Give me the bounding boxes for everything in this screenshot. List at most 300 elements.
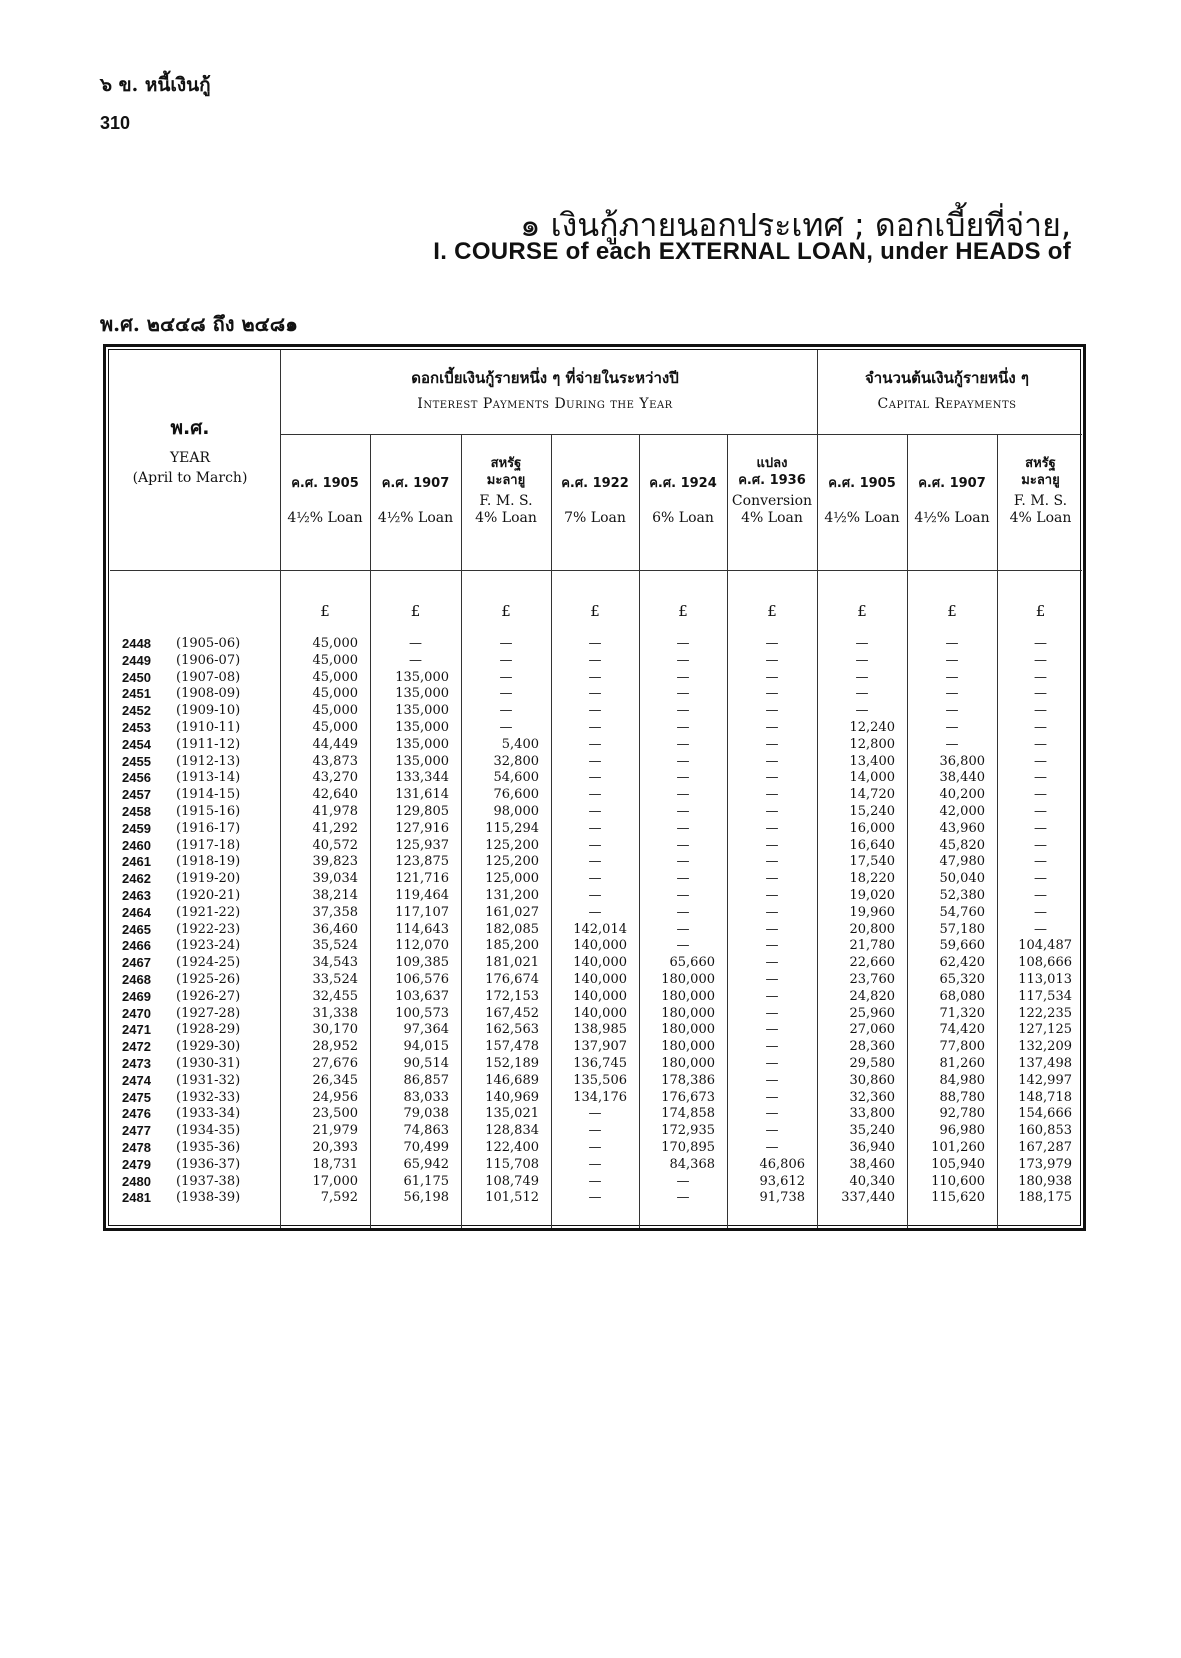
table-cell: 46,806 xyxy=(759,1156,805,1172)
column-rule xyxy=(997,434,998,1228)
table-cell: 114,643 xyxy=(395,921,449,937)
table-cell: — xyxy=(1034,703,1047,719)
table-cell: 34,543 xyxy=(312,955,358,971)
year-buddhist: 2466 xyxy=(122,938,151,954)
column-header xyxy=(280,475,370,527)
table-cell: 93,612 xyxy=(759,1173,805,1189)
year-gregorian: (1937-38) xyxy=(176,1173,241,1189)
table-cell: 108,749 xyxy=(485,1173,539,1189)
year-buddhist: 2474 xyxy=(122,1072,151,1088)
table-cell: 65,320 xyxy=(939,972,985,987)
year-buddhist: 2455 xyxy=(122,753,151,769)
year-buddhist: 2449 xyxy=(122,652,151,668)
table-cell: 31,338 xyxy=(312,1005,358,1021)
year-gregorian: (1934-35) xyxy=(176,1123,241,1139)
table-cell: 94,015 xyxy=(403,1039,449,1055)
table-cell: — xyxy=(855,703,869,719)
year-buddhist: 2477 xyxy=(122,1123,151,1139)
table-cell: — xyxy=(1034,753,1047,769)
table-cell: 38,440 xyxy=(939,770,985,786)
column-header-en: 4½% Loan xyxy=(377,510,454,526)
table-cell: 113,013 xyxy=(1018,972,1072,987)
table-cell: 50,040 xyxy=(939,871,985,887)
capital-header-thai: จำนวนต้นเงินกู้รายหนึ่ง ๆ xyxy=(865,369,1029,387)
table-cell: 68,080 xyxy=(939,988,985,1004)
year-gregorian: (1927-28) xyxy=(176,1005,241,1021)
table-cell: — xyxy=(765,1005,779,1021)
table-cell: 40,200 xyxy=(939,787,985,803)
table-cell: 142,014 xyxy=(573,921,627,937)
table-cell: — xyxy=(765,1072,779,1088)
year-gregorian: (1929-30) xyxy=(176,1039,241,1055)
table-cell: 125,200 xyxy=(485,837,539,853)
currency-symbol: £ xyxy=(501,602,511,620)
table-cell: — xyxy=(945,636,959,651)
column-header-en: 4½% Loan xyxy=(914,510,990,526)
column-header-thai: ค.ศ. 1924 xyxy=(649,476,717,491)
table-cell: — xyxy=(1034,686,1047,702)
table-cell: — xyxy=(588,837,602,853)
table-cell: 17,000 xyxy=(312,1173,358,1189)
table-cell: — xyxy=(765,820,779,836)
table-cell: 174,858 xyxy=(661,1106,715,1122)
table-cell: 131,614 xyxy=(395,787,449,803)
table-cell: — xyxy=(676,921,690,937)
table-cell: 122,400 xyxy=(485,1140,539,1155)
table-cell: 180,938 xyxy=(1018,1173,1072,1189)
table-cell: 146,689 xyxy=(485,1072,539,1088)
table-cell: — xyxy=(1034,787,1047,803)
column-rule xyxy=(639,434,640,1228)
table-cell: — xyxy=(945,736,959,752)
table-cell: — xyxy=(765,921,779,937)
table-cell: — xyxy=(588,904,602,920)
column-header-thai: มะลายู xyxy=(1021,473,1060,488)
table-cell: — xyxy=(1034,736,1047,752)
table-cell: 135,000 xyxy=(395,669,449,685)
year-gregorian: (1924-25) xyxy=(176,955,241,971)
column-header-thai: ค.ศ. 1907 xyxy=(381,476,450,491)
table-cell: — xyxy=(765,1022,779,1038)
year-gregorian: (1913-14) xyxy=(176,770,241,786)
table-cell: 127,125 xyxy=(1018,1022,1072,1038)
table-cell: 182,085 xyxy=(485,921,539,937)
year-range-thai: พ.ศ. ๒๔๔๘ ถึง ๒๔๘๑ xyxy=(100,312,298,336)
table-cell: 97,364 xyxy=(403,1022,449,1038)
table-cell: 52,380 xyxy=(939,888,985,903)
column-header-thai: ค.ศ. 1905 xyxy=(291,476,359,491)
table-cell: — xyxy=(676,820,690,836)
title-thai: ๑ เงินกู้ภายนอกประเทศ ; ดอกเบี้ยที่จ่าย, xyxy=(520,206,1071,244)
table-cell: — xyxy=(588,703,602,719)
table-cell: 178,386 xyxy=(661,1072,715,1088)
table-cell: 122,235 xyxy=(1018,1005,1072,1021)
year-gregorian: (1909-10) xyxy=(176,703,241,719)
year-gregorian: (1916-17) xyxy=(176,820,241,836)
table-cell: — xyxy=(765,770,779,786)
table-cell: — xyxy=(945,703,959,719)
currency-symbol: £ xyxy=(678,602,688,620)
table-cell: — xyxy=(765,955,779,971)
currency-symbol: £ xyxy=(320,602,330,620)
table-cell: — xyxy=(588,1173,602,1189)
table-cell: 43,270 xyxy=(312,770,358,786)
table-cell: 180,000 xyxy=(661,972,715,987)
year-buddhist: 2462 xyxy=(122,871,151,887)
table-cell: 92,780 xyxy=(939,1106,985,1122)
table-cell: — xyxy=(676,938,690,954)
table-cell: 121,716 xyxy=(395,871,449,887)
table-cell: 57,180 xyxy=(939,921,985,937)
table-cell: 117,534 xyxy=(1018,988,1072,1004)
table-cell: — xyxy=(1034,636,1047,651)
table-cell: 90,514 xyxy=(403,1056,449,1071)
column-header-en: Conversion xyxy=(731,493,813,509)
table-cell: 38,214 xyxy=(312,888,358,903)
table-cell: — xyxy=(855,636,869,651)
table-cell: — xyxy=(499,636,513,651)
table-cell: — xyxy=(676,636,690,651)
table-cell: — xyxy=(588,854,602,870)
table-cell: 79,038 xyxy=(403,1106,449,1122)
table-cell: 77,800 xyxy=(939,1039,985,1055)
table-cell: 5,400 xyxy=(501,736,539,752)
table-cell: 84,980 xyxy=(939,1072,985,1088)
table-cell: — xyxy=(1034,871,1047,887)
table-cell: 33,524 xyxy=(312,972,358,987)
table-cell: 41,978 xyxy=(312,804,358,819)
table-cell: 17,540 xyxy=(849,854,895,870)
table-cell: — xyxy=(676,787,690,803)
table-cell: — xyxy=(765,837,779,853)
table-cell: 45,000 xyxy=(312,669,358,685)
currency-symbol: £ xyxy=(410,602,421,620)
table-cell: — xyxy=(499,686,513,702)
year-gregorian: (1935-36) xyxy=(176,1140,241,1155)
column-header-thai: สหรัฐ xyxy=(490,456,522,471)
year-buddhist: 2479 xyxy=(122,1156,151,1172)
table-cell: 45,820 xyxy=(939,837,985,853)
year-buddhist: 2468 xyxy=(122,972,151,987)
header-bottom-rule xyxy=(110,570,1082,571)
year-buddhist: 2458 xyxy=(122,804,151,819)
table-cell: — xyxy=(1034,854,1047,870)
year-gregorian: (1928-29) xyxy=(176,1022,241,1038)
table-cell: 43,873 xyxy=(312,753,358,769)
table-cell: — xyxy=(1034,652,1047,668)
table-cell: — xyxy=(765,753,779,769)
table-cell: 61,175 xyxy=(403,1173,449,1189)
table-cell: 38,460 xyxy=(849,1156,895,1172)
column-rule xyxy=(370,434,371,1228)
table-cell: 128,834 xyxy=(485,1123,539,1139)
table-cell: 35,524 xyxy=(312,938,358,954)
year-buddhist: 2473 xyxy=(122,1056,151,1071)
table-cell: — xyxy=(765,1039,779,1055)
table-cell: 134,176 xyxy=(573,1089,627,1105)
table-cell: — xyxy=(855,652,869,668)
table-cell: 101,512 xyxy=(485,1190,539,1206)
table-cell: 173,979 xyxy=(1018,1156,1072,1172)
table-cell: 135,000 xyxy=(395,736,449,752)
table-cell: — xyxy=(765,787,779,803)
table-cell: — xyxy=(588,888,602,903)
table-cell: 45,000 xyxy=(312,636,358,651)
table-cell: 29,580 xyxy=(849,1056,895,1071)
table-cell: — xyxy=(765,804,779,819)
column-header-thai: แปลง xyxy=(756,456,788,471)
table-cell: — xyxy=(765,938,779,954)
table-cell: — xyxy=(588,686,602,702)
table-cell: — xyxy=(765,736,779,752)
table-cell: — xyxy=(588,636,602,651)
table-cell: 180,000 xyxy=(661,1005,715,1021)
table-cell: — xyxy=(765,669,779,685)
table-cell: 28,360 xyxy=(849,1039,895,1055)
group-rule xyxy=(817,350,818,1228)
table-cell: — xyxy=(1034,921,1047,937)
table-cell: — xyxy=(765,1140,779,1155)
table-cell: — xyxy=(676,652,690,668)
table-cell: 88,780 xyxy=(939,1089,985,1105)
table-cell: — xyxy=(676,837,690,853)
table-cell: — xyxy=(499,652,513,668)
table-cell: 40,572 xyxy=(312,837,358,853)
year-gregorian: (1908-09) xyxy=(176,686,241,702)
column-header xyxy=(461,455,551,527)
table-cell: 133,344 xyxy=(395,770,449,786)
year-gregorian: (1905-06) xyxy=(176,636,241,651)
table-cell: — xyxy=(588,753,602,769)
table-cell: 132,209 xyxy=(1018,1039,1072,1055)
table-cell: — xyxy=(765,686,779,702)
column-header xyxy=(551,475,639,527)
year-buddhist: 2464 xyxy=(122,904,151,920)
column-rule xyxy=(551,434,552,1228)
interest-header-en: Interest Payments During the Year xyxy=(417,396,673,412)
table-cell: — xyxy=(676,770,690,786)
table-cell: 140,000 xyxy=(573,988,627,1004)
column-header-en: F. M. S. xyxy=(1013,493,1068,509)
column-header-en: 4½% Loan xyxy=(824,510,900,526)
year-buddhist: 2465 xyxy=(122,921,151,937)
table-cell: 39,823 xyxy=(312,854,358,870)
table-cell: 45,000 xyxy=(312,686,358,702)
year-gregorian: (1911-12) xyxy=(176,736,241,752)
table-cell: — xyxy=(588,720,602,735)
table-cell: — xyxy=(588,787,602,803)
column-header xyxy=(997,455,1084,527)
table-cell: — xyxy=(1034,888,1047,903)
table-cell: 135,506 xyxy=(573,1072,627,1088)
table-cell: 167,452 xyxy=(485,1005,539,1021)
table-cell: — xyxy=(945,669,959,685)
table-cell: 115,620 xyxy=(931,1190,985,1206)
table-cell: 74,420 xyxy=(939,1022,985,1038)
table-cell: 30,860 xyxy=(849,1072,895,1088)
table-cell: 65,660 xyxy=(669,955,715,971)
table-cell: 100,573 xyxy=(395,1005,449,1021)
year-gregorian: (1932-33) xyxy=(176,1089,241,1105)
table-cell: — xyxy=(588,1190,602,1206)
column-header-en: 4% Loan xyxy=(741,510,803,526)
table-cell: 32,800 xyxy=(493,753,539,769)
table-cell: 36,800 xyxy=(939,753,985,769)
table-cell: 84,368 xyxy=(669,1156,715,1172)
table-cell: 40,340 xyxy=(849,1173,895,1189)
table-cell: 12,800 xyxy=(849,736,895,752)
column-rule xyxy=(907,434,908,1228)
column-header-thai: มะลายู xyxy=(486,473,526,488)
table-cell: 71,320 xyxy=(939,1005,985,1021)
table-cell: 27,060 xyxy=(849,1022,895,1038)
table-cell: 337,440 xyxy=(841,1190,895,1206)
table-cell: 74,863 xyxy=(403,1123,449,1139)
table-cell: 137,498 xyxy=(1018,1056,1072,1071)
year-gregorian: (1919-20) xyxy=(176,871,241,887)
table-cell: 14,000 xyxy=(849,770,895,786)
table-cell: 185,200 xyxy=(485,938,539,954)
table-cell: 44,449 xyxy=(312,736,358,752)
column-header xyxy=(370,475,461,527)
table-cell: 110,600 xyxy=(931,1173,985,1189)
table-cell: 23,500 xyxy=(312,1106,358,1122)
table-cell: 15,240 xyxy=(849,804,895,819)
year-gregorian: (1926-27) xyxy=(176,988,241,1004)
currency-symbol: £ xyxy=(767,602,777,620)
table-cell: 105,940 xyxy=(931,1156,985,1172)
table-cell: 86,857 xyxy=(403,1072,449,1088)
currency-symbol: £ xyxy=(590,602,600,620)
year-buddhist: 2476 xyxy=(122,1106,151,1122)
table-cell: 125,200 xyxy=(485,854,539,870)
table-cell: 125,937 xyxy=(395,837,449,853)
table-cell: 54,760 xyxy=(939,904,985,920)
table-cell: 83,033 xyxy=(403,1089,449,1105)
year-gregorian: (1918-19) xyxy=(176,854,241,870)
year-buddhist: 2469 xyxy=(122,988,151,1004)
table-cell: 76,600 xyxy=(493,787,539,803)
table-cell: 19,960 xyxy=(849,904,895,920)
column-header-thai: ค.ศ. 1907 xyxy=(918,476,986,491)
table-cell: 106,576 xyxy=(395,972,449,987)
year-buddhist: 2475 xyxy=(122,1089,151,1105)
table-cell: 148,718 xyxy=(1018,1089,1072,1105)
year-buddhist: 2453 xyxy=(122,720,151,735)
year-gregorian: (1907-08) xyxy=(176,669,241,685)
table-cell: 81,260 xyxy=(939,1056,985,1071)
table-cell: 180,000 xyxy=(661,1022,715,1038)
table-cell: 103,637 xyxy=(395,988,449,1004)
table-cell: 32,455 xyxy=(312,988,358,1004)
year-gregorian: (1923-24) xyxy=(176,938,241,954)
table-cell: 24,956 xyxy=(312,1089,358,1105)
table-cell: — xyxy=(1034,820,1047,836)
year-gregorian: (1938-39) xyxy=(176,1190,241,1206)
table-cell: — xyxy=(1034,804,1047,819)
year-buddhist: 2467 xyxy=(122,955,151,971)
year-gregorian: (1931-32) xyxy=(176,1072,241,1088)
year-buddhist: 2450 xyxy=(122,669,151,685)
table-cell: 28,952 xyxy=(312,1039,358,1055)
table-cell: — xyxy=(765,854,779,870)
column-header-thai: ค.ศ. 1905 xyxy=(828,476,896,491)
column-header-en: 4% Loan xyxy=(1009,510,1072,526)
table-cell: 172,935 xyxy=(661,1123,715,1139)
table-cell: 167,287 xyxy=(1018,1140,1072,1155)
table-cell: — xyxy=(588,820,602,836)
table-cell: — xyxy=(765,972,779,987)
table-cell: 39,034 xyxy=(312,871,358,887)
table-cell: 7,592 xyxy=(320,1190,358,1206)
table-cell: 129,805 xyxy=(395,804,449,819)
column-header xyxy=(907,475,997,527)
table-cell: 32,360 xyxy=(849,1089,895,1105)
table-cell: 70,499 xyxy=(403,1140,449,1155)
table-cell: 140,969 xyxy=(485,1089,539,1105)
table-cell: 98,000 xyxy=(493,804,539,819)
column-header xyxy=(817,475,907,527)
column-header-en: F. M. S. xyxy=(479,493,533,509)
year-gregorian: (1920-21) xyxy=(176,888,241,903)
table-cell: 181,021 xyxy=(485,955,539,971)
year-buddhist: 2463 xyxy=(122,888,151,903)
table-cell: 19,020 xyxy=(849,888,895,903)
table-cell: 35,240 xyxy=(849,1123,895,1139)
year-buddhist: 2452 xyxy=(122,703,151,719)
table-cell: — xyxy=(855,669,869,685)
table-cell: 157,478 xyxy=(485,1039,539,1055)
table-cell: 91,738 xyxy=(759,1190,805,1206)
table-cell: 125,000 xyxy=(485,871,539,887)
table-cell: — xyxy=(588,1123,602,1139)
table-cell: 36,940 xyxy=(849,1140,895,1155)
table-cell: — xyxy=(1034,720,1047,735)
table-cell: 162,563 xyxy=(485,1022,539,1038)
table-cell: 140,000 xyxy=(573,972,627,987)
table-cell: 180,000 xyxy=(661,1039,715,1055)
year-header-thai: พ.ศ. xyxy=(170,417,210,439)
table-cell: — xyxy=(676,753,690,769)
table-cell: — xyxy=(676,871,690,887)
table-cell: — xyxy=(676,804,690,819)
table-cell: 25,960 xyxy=(849,1005,895,1021)
table-cell: — xyxy=(588,669,602,685)
table-cell: 18,731 xyxy=(312,1156,358,1172)
table-cell: 112,070 xyxy=(395,938,449,954)
column-rule xyxy=(727,434,728,1228)
table-cell: 23,760 xyxy=(849,972,895,987)
table-cell: 21,979 xyxy=(312,1123,358,1139)
year-buddhist: 2470 xyxy=(122,1005,151,1021)
year-gregorian: (1936-37) xyxy=(176,1156,241,1172)
table-cell: — xyxy=(1034,837,1047,853)
table-cell: 41,292 xyxy=(312,820,358,836)
table-cell: 14,720 xyxy=(849,787,895,803)
table-cell: 117,107 xyxy=(395,904,449,920)
table-cell: — xyxy=(765,703,779,719)
table-cell: 135,000 xyxy=(395,753,449,769)
table-cell: 188,175 xyxy=(1018,1190,1072,1206)
table-cell: 18,220 xyxy=(849,871,895,887)
table-cell: 62,420 xyxy=(939,955,985,971)
table-cell: — xyxy=(588,1106,602,1122)
table-cell: 27,676 xyxy=(312,1056,358,1071)
year-buddhist: 2481 xyxy=(122,1190,151,1206)
table-cell: — xyxy=(765,720,779,735)
table-cell: — xyxy=(676,703,690,719)
table-cell: 54,600 xyxy=(493,770,539,786)
